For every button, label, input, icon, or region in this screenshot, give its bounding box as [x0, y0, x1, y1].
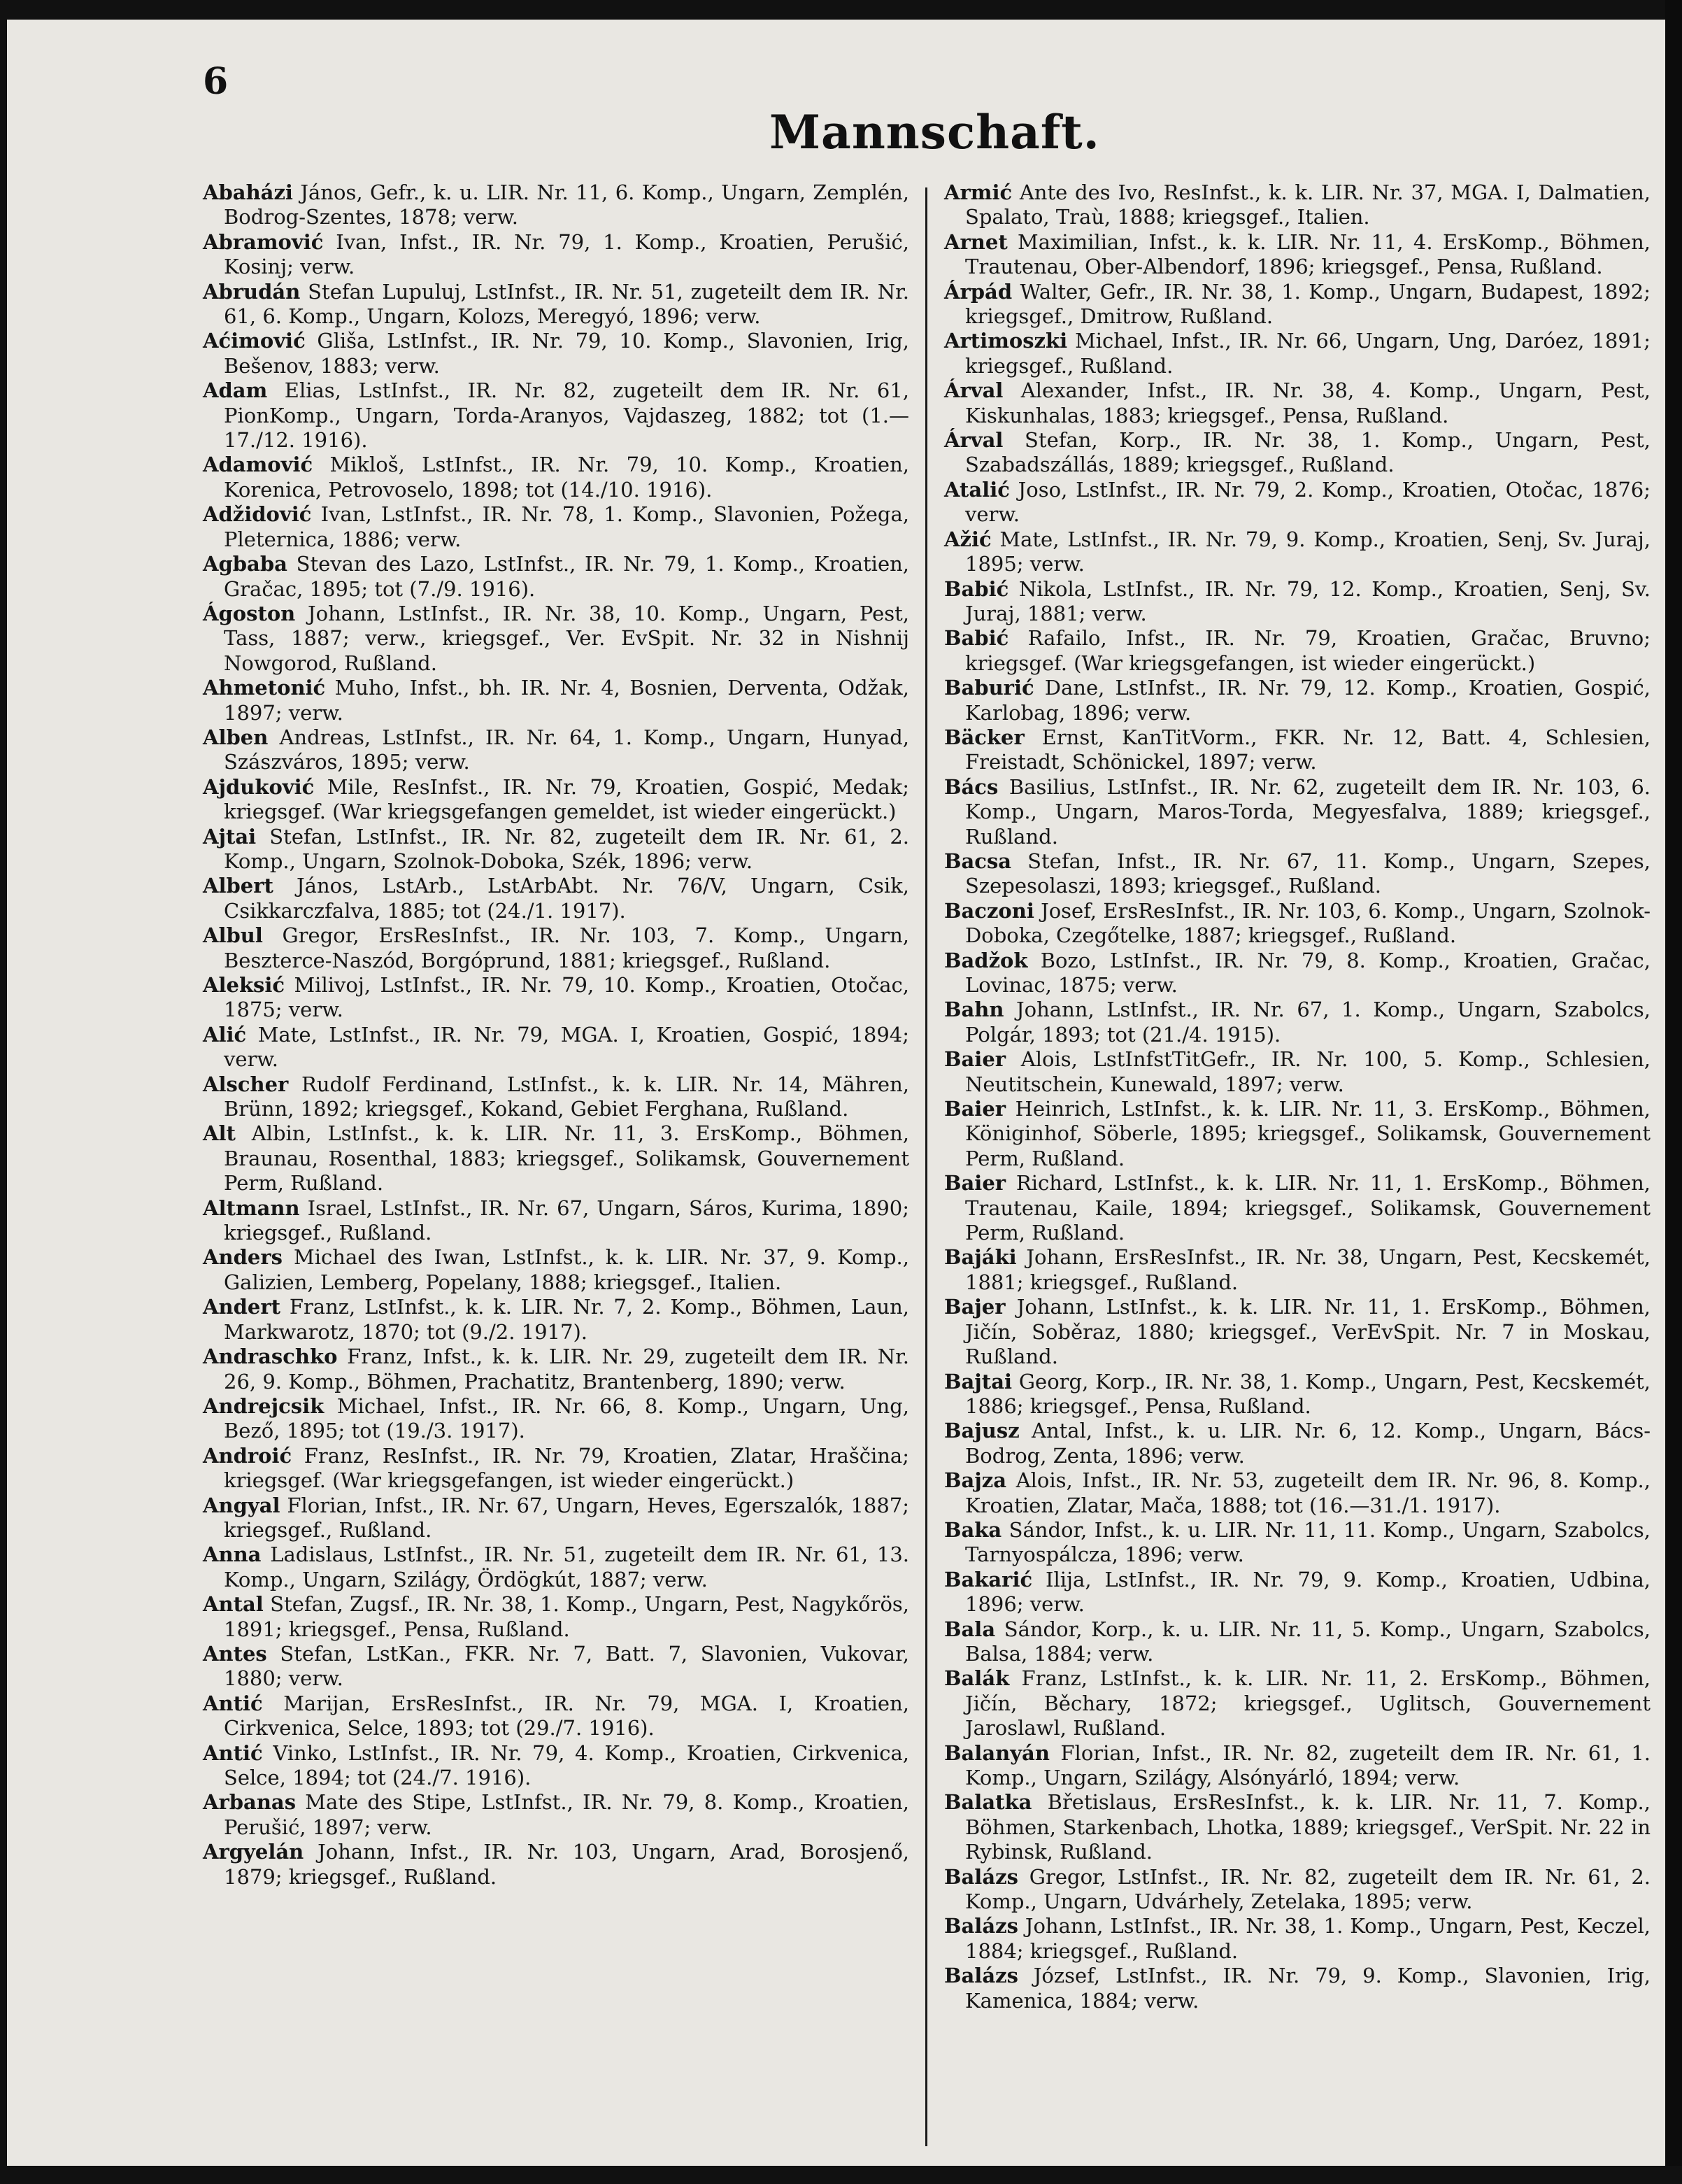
roster-entry	[203, 874, 909, 923]
entry-details: Břetislaus, ErsResInfst., k. k. LIR. Nr. 11, 7. Komp., Böhmen, Starkenbach, Lhotka, 1889; kriegsgef., VerSpit. Nr. 22 in Rybinsk, Rußland.	[965, 1790, 1651, 1864]
scan-border-top	[0, 0, 1682, 20]
roster-entry	[203, 1741, 909, 1791]
entry-surname: Balázs	[944, 1864, 1018, 1889]
roster-entry	[203, 676, 909, 725]
entry-surname: Alben	[203, 725, 269, 749]
entry-surname: Abaházi	[203, 180, 293, 204]
roster-entry	[944, 1419, 1651, 1468]
roster-entry	[944, 725, 1651, 775]
entry-surname: Ajtai	[203, 824, 257, 849]
entry-surname: Abramović	[203, 229, 324, 254]
page-number: 6	[203, 60, 229, 103]
entry-details: Ivan, LstInfst., IR. Nr. 78, 1. Komp., Slavonien, Požega, Pleternica, 1886; verw.	[224, 502, 909, 551]
entry-details: Marijan, ErsResInfst., IR. Nr. 79, MGA. I, Kroatien, Cirkvenica, Selce, 1893; tot (29./7. 1916).	[224, 1691, 909, 1740]
entry-surname: Babić	[944, 626, 1009, 651]
entry-surname: Ajduković	[203, 774, 315, 799]
entry-surname: Anders	[203, 1245, 283, 1270]
roster-entry	[944, 527, 1651, 577]
roster-entry	[203, 1345, 909, 1394]
entry-details: Stefan, Korp., IR. Nr. 38, 1. Komp., Ungarn, Pest, Szabadszállás, 1889; kriegsgef., Rußland.	[965, 428, 1651, 477]
entry-surname: Bakarić	[944, 1567, 1033, 1591]
right-column	[944, 180, 1651, 2013]
entry-surname: Bäcker	[944, 725, 1025, 749]
entry-surname: Arnet	[944, 229, 1008, 254]
entry-details: Michael, Infst., IR. Nr. 66, 8. Komp., Ungarn, Ung, Bező, 1895; tot (19./3. 1917).	[224, 1394, 909, 1443]
entry-details: Dane, LstInfst., IR. Nr. 79, 12. Komp., Kroatien, Gospić, Karlobag, 1896; verw.	[965, 676, 1651, 725]
entry-surname: Antes	[203, 1641, 267, 1666]
entry-surname: Baier	[944, 1171, 1006, 1196]
entry-surname: Atalić	[944, 477, 1010, 502]
entry-surname: Abrudán	[203, 279, 301, 304]
entry-surname: Artimoszki	[944, 329, 1068, 353]
entry-details: Sándor, Korp., k. u. LIR. Nr. 11, 5. Komp., Ungarn, Szabolcs, Balsa, 1884; verw.	[965, 1617, 1651, 1666]
roster-entry	[944, 899, 1651, 949]
entry-details: Basilius, LstInfst., IR. Nr. 62, zugeteilt dem IR. Nr. 103, 6. Komp., Ungarn, Maros-Torda, Megyesfalva, 1889; kriegsgef., Rußland.	[965, 774, 1651, 849]
entry-details: Josef, ErsResInfst., IR. Nr. 103, 6. Komp., Ungarn, Szolnok-Doboka, Czegőtelke, 1887; kriegsgef., Rußland.	[965, 898, 1651, 948]
roster-entry	[944, 1468, 1651, 1518]
scan-border-right	[1665, 0, 1682, 2184]
entry-details: József, LstInfst., IR. Nr. 79, 9. Komp., Slavonien, Irig, Kamenica, 1884; verw.	[965, 1964, 1651, 2013]
roster-entry	[203, 1023, 909, 1072]
roster-entry	[203, 502, 909, 552]
entry-surname: Androić	[203, 1443, 292, 1468]
roster-entry	[944, 1097, 1651, 1171]
page-title: Mannschaft.	[769, 105, 1100, 159]
roster-entry	[944, 1964, 1651, 2013]
entry-details: Franz, Infst., k. k. LIR. Nr. 29, zugeteilt dem IR. Nr. 26, 9. Komp., Böhmen, Prachatitz, Brantenberg, 1890; verw.	[224, 1345, 909, 1394]
entry-details: Ernst, KanTitVorm., FKR. Nr. 12, Batt. 4, Schlesien, Freistadt, Schönickel, 1897; verw.	[965, 725, 1651, 774]
entry-details: Stefan, Infst., IR. Nr. 67, 11. Komp., Ungarn, Szepes, Szepesolaszi, 1893; kriegsgef., Rußland.	[965, 849, 1651, 898]
roster-entry	[203, 923, 909, 973]
entry-details: János, Gefr., k. u. LIR. Nr. 11, 6. Komp., Ungarn, Zemplén, Bodrog-Szentes, 1878; verw.	[224, 180, 909, 229]
entry-details: Joso, LstInfst., IR. Nr. 79, 2. Komp., Kroatien, Otočac, 1876; verw.	[965, 477, 1651, 527]
entry-details: Albin, LstInfst., k. k. LIR. Nr. 11, 3. ErsKomp., Böhmen, Braunau, Rosenthal, 1883; kriegsgef., Solikamsk, Gouvernement Perm, Rußland.	[224, 1121, 909, 1196]
entry-surname: Baier	[944, 1097, 1006, 1121]
entry-details: Georg, Korp., IR. Nr. 38, 1. Komp., Ungarn, Pest, Kecskemét, 1886; kriegsgef., Pensa, Rußland.	[965, 1369, 1651, 1418]
roster-entry	[203, 1394, 909, 1444]
entry-details: Milivoj, LstInfst., IR. Nr. 79, 10. Komp., Kroatien, Otočac, 1875; verw.	[224, 973, 909, 1022]
entry-surname: Bajza	[944, 1468, 1007, 1493]
entry-surname: Andert	[203, 1295, 280, 1319]
entry-surname: Albert	[203, 874, 273, 898]
entry-surname: Balák	[944, 1666, 1010, 1691]
entry-surname: Antić	[203, 1691, 263, 1715]
entry-surname: Alt	[203, 1121, 236, 1146]
entry-surname: Balatka	[944, 1790, 1032, 1815]
roster-entry	[203, 1444, 909, 1494]
entry-details: Bozo, LstInfst., IR. Nr. 79, 8. Komp., Kroatien, Gračac, Lovinac, 1875; verw.	[965, 948, 1651, 997]
entry-details: Stefan, LstInfst., IR. Nr. 82, zugeteilt dem IR. Nr. 61, 2. Komp., Ungarn, Szolnok-Doboka, Szék, 1896; verw.	[224, 824, 909, 873]
roster-entry	[944, 775, 1651, 849]
roster-entry	[944, 1865, 1651, 1915]
entry-details: Gregor, LstInfst., IR. Nr. 82, zugeteilt dem IR. Nr. 61, 2. Komp., Ungarn, Udvárhely, Zetelaka, 1895; verw.	[965, 1864, 1651, 1914]
entry-details: Maximilian, Infst., k. k. LIR. Nr. 11, 4. ErsKomp., Böhmen, Trautenau, Ober-Albendorf, 1896; kriegsgef., Pensa, Rußland.	[965, 229, 1651, 279]
entry-surname: Árval	[944, 428, 1004, 453]
entry-details: Alexander, Infst., IR. Nr. 38, 4. Komp., Ungarn, Pest, Kiskunhalas, 1883; kriegsgef., Pensa, Rußland.	[965, 378, 1651, 427]
roster-entry	[203, 1543, 909, 1592]
roster-entry	[944, 676, 1651, 725]
entry-surname: Agbaba	[203, 552, 287, 576]
roster-entry	[944, 1790, 1651, 1864]
entry-surname: Aćimović	[203, 329, 306, 353]
entry-surname: Ágoston	[203, 601, 296, 625]
roster-entry	[944, 1295, 1651, 1369]
roster-entry	[944, 478, 1651, 527]
entry-surname: Baczoni	[944, 898, 1034, 923]
roster-entry	[944, 180, 1651, 230]
entry-details: Johann, Infst., IR. Nr. 103, Ungarn, Arad, Borosjenő, 1879; kriegsgef., Rußland.	[224, 1840, 909, 1889]
entry-surname: Andrejcsik	[203, 1394, 325, 1418]
entry-surname: Bacsa	[944, 849, 1012, 873]
left-column	[203, 180, 909, 1889]
entry-surname: Balanyán	[944, 1740, 1050, 1765]
roster-entry	[944, 577, 1651, 627]
entry-surname: Antić	[203, 1740, 263, 1765]
entry-details: Gregor, ErsResInfst., IR. Nr. 103, 7. Komp., Ungarn, Beszterce-Naszód, Borgóprund, 1881; kriegsgef., Rußland.	[224, 923, 909, 972]
entry-details: Heinrich, LstInfst., k. k. LIR. Nr. 11, 3. ErsKomp., Böhmen, Königinhof, Söberle, 1895; kriegsgef., Solikamsk, Gouvernement Perm, Rußland.	[965, 1097, 1651, 1170]
entry-details: Walter, Gefr., IR. Nr. 38, 1. Komp., Ungarn, Budapest, 1892; kriegsgef., Dmitrow, Rußland.	[965, 279, 1651, 329]
column-divider	[925, 187, 927, 2146]
roster-entry	[203, 1840, 909, 1889]
roster-entry	[203, 378, 909, 453]
entry-surname: Bahn	[944, 998, 1004, 1022]
roster-entry	[203, 725, 909, 775]
entry-details: Franz, ResInfst., IR. Nr. 79, Kroatien, Zlatar, Hraščina; kriegsgef. (War kriegsgefangen, ist wieder eingerückt.)	[224, 1443, 909, 1493]
roster-entry	[203, 552, 909, 602]
entry-details: Ilija, LstInfst., IR. Nr. 79, 9. Komp., Kroatien, Udbina, 1896; verw.	[965, 1567, 1651, 1617]
roster-entry	[203, 329, 909, 378]
entry-surname: Ahmetonić	[203, 676, 326, 700]
entry-details: Mate, LstInfst., IR. Nr. 79, MGA. I, Kroatien, Gospić, 1894; verw.	[224, 1022, 909, 1072]
entry-details: Elias, LstInfst., IR. Nr. 82, zugeteilt dem IR. Nr. 61, PionKomp., Ungarn, Torda-Aranyos, Vajdaszeg, 1882; tot (1.—17./12. 1916).	[224, 378, 909, 453]
entry-details: Richard, LstInfst., k. k. LIR. Nr. 11, 1. ErsKomp., Böhmen, Trautenau, Kaile, 1894; kriegsgef., Solikamsk, Gouvernement Perm, Rußland.	[965, 1171, 1651, 1245]
entry-details: Rafailo, Infst., IR. Nr. 79, Kroatien, Gračac, Bruvno; kriegsgef. (War kriegsgefangen, ist wieder eingerückt.)	[965, 626, 1651, 675]
entry-details: Ivan, Infst., IR. Nr. 79, 1. Komp., Kroatien, Perušić, Kosinj; verw.	[224, 229, 909, 279]
entry-details: Johann, LstInfst., IR. Nr. 38, 1. Komp., Ungarn, Pest, Keczel, 1884; kriegsgef., Rußland.	[965, 1914, 1651, 1963]
roster-entry	[203, 1295, 909, 1345]
roster-entry	[944, 280, 1651, 329]
roster-entry	[944, 1741, 1651, 1791]
entry-surname: Adam	[203, 378, 268, 403]
entry-details: Alois, LstInfstTitGefr., IR. Nr. 100, 5. Komp., Schlesien, Neutitschein, Kunewald, 1897; verw.	[965, 1047, 1651, 1096]
roster-entry	[203, 1121, 909, 1196]
entry-surname: Bács	[944, 774, 999, 799]
entry-surname: Bala	[944, 1617, 996, 1641]
roster-entry	[203, 1072, 909, 1122]
entry-surname: Bajtai	[944, 1369, 1012, 1394]
roster-entry	[944, 378, 1651, 428]
entry-surname: Argyelán	[203, 1840, 304, 1864]
entry-details: Muho, Infst., bh. IR. Nr. 4, Bosnien, Derventa, Odžak, 1897; verw.	[224, 676, 909, 725]
roster-entry	[203, 280, 909, 329]
roster-entry	[203, 825, 909, 874]
roster-entry	[944, 329, 1651, 378]
entry-surname: Bajáki	[944, 1245, 1017, 1270]
roster-entry	[944, 230, 1651, 280]
entry-details: Stefan Lupuluj, LstInfst., IR. Nr. 51, zugeteilt dem IR. Nr. 61, 6. Komp., Ungarn, Kolozs, Meregyó, 1896; verw.	[224, 279, 909, 329]
entry-surname: Babić	[944, 576, 1009, 601]
entry-details: Michael des Iwan, LstInfst., k. k. LIR. Nr. 37, 9. Komp., Galizien, Lemberg, Popelany, 1888; kriegsgef., Italien.	[224, 1245, 909, 1294]
roster-entry	[944, 1666, 1651, 1740]
entry-details: Michael, Infst., IR. Nr. 66, Ungarn, Ung, Daróez, 1891; kriegsgef., Rußland.	[965, 329, 1651, 378]
entry-details: Ante des Ivo, ResInfst., k. k. LIR. Nr. 37, MGA. I, Dalmatien, Spalato, Traù, 1888; kriegsgef., Italien.	[965, 180, 1651, 229]
entry-details: Stevan des Lazo, LstInfst., IR. Nr. 79, 1. Komp., Kroatien, Gračac, 1895; tot (7./9. 1916).	[224, 552, 909, 601]
entry-surname: Árpád	[944, 279, 1013, 304]
entry-details: Johann, LstInfst., IR. Nr. 38, 10. Komp., Ungarn, Pest, Tass, 1887; verw., kriegsgef., Ver. EvSpit. Nr. 32 in Nishnij Nowgorod, Rußland.	[224, 601, 909, 675]
entry-surname: Arbanas	[203, 1790, 297, 1815]
entry-details: Alois, Infst., IR. Nr. 53, zugeteilt dem IR. Nr. 96, 8. Komp., Kroatien, Zlatar, Mača, 1888; tot (16.—31./1. 1917).	[965, 1468, 1651, 1517]
roster-entry	[203, 973, 909, 1023]
roster-entry	[203, 1790, 909, 1840]
entry-surname: Balázs	[944, 1914, 1018, 1938]
entry-surname: Angyal	[203, 1493, 280, 1517]
roster-entry	[944, 1518, 1651, 1568]
roster-entry	[203, 1196, 909, 1246]
entry-details: Gliša, LstInfst., IR. Nr. 79, 10. Komp., Slavonien, Irig, Bešenov, 1883; verw.	[224, 329, 909, 378]
roster-entry	[944, 1370, 1651, 1419]
roster-entry	[944, 1171, 1651, 1245]
entry-details: Florian, Infst., IR. Nr. 82, zugeteilt dem IR. Nr. 61, 1. Komp., Ungarn, Szilágy, Alsónyárló, 1894; verw.	[965, 1740, 1651, 1789]
scan-border-bottom	[0, 2166, 1682, 2184]
entry-details: Andreas, LstInfst., IR. Nr. 64, 1. Komp., Ungarn, Hunyad, Szászváros, 1895; verw.	[224, 725, 909, 774]
roster-entry	[203, 1692, 909, 1741]
roster-entry	[944, 1047, 1651, 1097]
entry-details: Ladislaus, LstInfst., IR. Nr. 51, zugeteilt dem IR. Nr. 61, 13. Komp., Ungarn, Szilágy, Ördögkút, 1887; verw.	[224, 1543, 909, 1591]
roster-entry	[203, 230, 909, 280]
roster-entry	[944, 849, 1651, 899]
entry-surname: Balázs	[944, 1964, 1018, 1988]
roster-entry	[944, 949, 1651, 998]
entry-details: Johann, LstInfst., IR. Nr. 67, 1. Komp., Ungarn, Szabolcs, Polgár, 1893; tot (21./4. 1915).	[965, 998, 1651, 1047]
entry-details: Israel, LstInfst., IR. Nr. 67, Ungarn, Sáros, Kurima, 1890; kriegsgef., Rußland.	[224, 1196, 909, 1245]
entry-surname: Andraschko	[203, 1345, 338, 1369]
entry-details: Franz, LstInfst., k. k. LIR. Nr. 11, 2. ErsKomp., Böhmen, Jičín, Běchary, 1872; kriegsgef., Uglitsch, Gouvernement Jaroslawl, Rußland.	[965, 1666, 1651, 1740]
entry-details: Mate des Stipe, LstInfst., IR. Nr. 79, 8. Komp., Kroatien, Perušić, 1897; verw.	[224, 1790, 909, 1839]
entry-surname: Baier	[944, 1047, 1006, 1072]
roster-entry	[944, 1914, 1651, 1964]
entry-details: Johann, ErsResInfst., IR. Nr. 38, Ungarn, Pest, Kecskemét, 1881; kriegsgef., Rußland.	[965, 1245, 1651, 1294]
scan-border-left	[0, 0, 7, 2184]
roster-entry	[944, 1245, 1651, 1295]
entry-surname: Anna	[203, 1543, 262, 1567]
entry-details: Mile, ResInfst., IR. Nr. 79, Kroatien, Gospić, Medak; kriegsgef. (War kriegsgefangen gemeldet, ist wieder eingerückt.)	[224, 774, 909, 824]
entry-details: János, LstArb., LstArbAbt. Nr. 76/V, Ungarn, Csik, Csikkarczfalva, 1885; tot (24./1. 1917).	[224, 874, 909, 923]
roster-entry	[203, 180, 909, 230]
roster-entry	[203, 1642, 909, 1692]
entry-surname: Baburić	[944, 676, 1034, 700]
entry-surname: Alscher	[203, 1072, 289, 1096]
entry-surname: Armić	[944, 180, 1013, 204]
roster-entry	[203, 602, 909, 676]
roster-entry	[203, 1245, 909, 1295]
entry-details: Stefan, Zugsf., IR. Nr. 38, 1. Komp., Ungarn, Pest, Nagykőrös, 1891; kriegsgef., Pensa, Rußland.	[224, 1592, 909, 1641]
entry-surname: Ažić	[944, 527, 992, 551]
roster-entry	[944, 1568, 1651, 1617]
entry-details: Vinko, LstInfst., IR. Nr. 79, 4. Komp., Kroatien, Cirkvenica, Selce, 1894; tot (24./7. 1916).	[224, 1740, 909, 1789]
entry-details: Sándor, Infst., k. u. LIR. Nr. 11, 11. Komp., Ungarn, Szabolcs, Tarnyospálcza, 1896; verw.	[965, 1517, 1651, 1567]
entry-surname: Albul	[203, 923, 263, 948]
entry-surname: Bajusz	[944, 1419, 1020, 1443]
entry-surname: Altmann	[203, 1196, 300, 1220]
roster-entry	[203, 1494, 909, 1543]
entry-surname: Adamović	[203, 453, 313, 477]
entry-surname: Árval	[944, 378, 1004, 403]
entry-surname: Baka	[944, 1517, 1002, 1542]
roster-entry	[203, 775, 909, 825]
entry-surname: Adžidović	[203, 502, 312, 527]
roster-entry	[944, 998, 1651, 1047]
entry-surname: Alić	[203, 1022, 247, 1047]
entry-details: Florian, Infst., IR. Nr. 67, Ungarn, Heves, Egerszalók, 1887; kriegsgef., Rußland.	[224, 1493, 909, 1542]
roster-entry	[203, 1592, 909, 1642]
entry-details: Mikloš, LstInfst., IR. Nr. 79, 10. Komp., Kroatien, Korenica, Petrovoselo, 1898; tot (14./10. 1916).	[224, 453, 909, 502]
entry-details: Johann, LstInfst., k. k. LIR. Nr. 11, 1. ErsKomp., Böhmen, Jičín, Soběraz, 1880; kriegsgef., VerEvSpit. Nr. 7 in Moskau, Rußland.	[965, 1295, 1651, 1369]
entry-details: Stefan, LstKan., FKR. Nr. 7, Batt. 7, Slavonien, Vukovar, 1880; verw.	[224, 1641, 909, 1691]
entry-surname: Badžok	[944, 948, 1028, 972]
roster-entry	[203, 453, 909, 502]
entry-surname: Bajer	[944, 1295, 1006, 1319]
entry-details: Nikola, LstInfst., IR. Nr. 79, 12. Komp., Kroatien, Senj, Sv. Juraj, 1881; verw.	[965, 576, 1651, 625]
entry-details: Mate, LstInfst., IR. Nr. 79, 9. Komp., Kroatien, Senj, Sv. Juraj, 1895; verw.	[965, 527, 1651, 576]
entry-surname: Antal	[203, 1592, 264, 1617]
roster-entry	[944, 428, 1651, 478]
entry-details: Antal, Infst., k. u. LIR. Nr. 6, 12. Komp., Ungarn, Bács-Bodrog, Zenta, 1896; verw.	[965, 1419, 1651, 1468]
entry-surname: Aleksić	[203, 973, 285, 997]
entry-details: Franz, LstInfst., k. k. LIR. Nr. 7, 2. Komp., Böhmen, Laun, Markwarotz, 1870; tot (9./2. 1917).	[224, 1295, 909, 1344]
roster-entry	[944, 1617, 1651, 1667]
roster-entry	[944, 626, 1651, 676]
entry-details: Rudolf Ferdinand, LstInfst., k. k. LIR. Nr. 14, Mähren, Brünn, 1892; kriegsgef., Kokand, Gebiet Ferghana, Rußland.	[224, 1072, 909, 1121]
